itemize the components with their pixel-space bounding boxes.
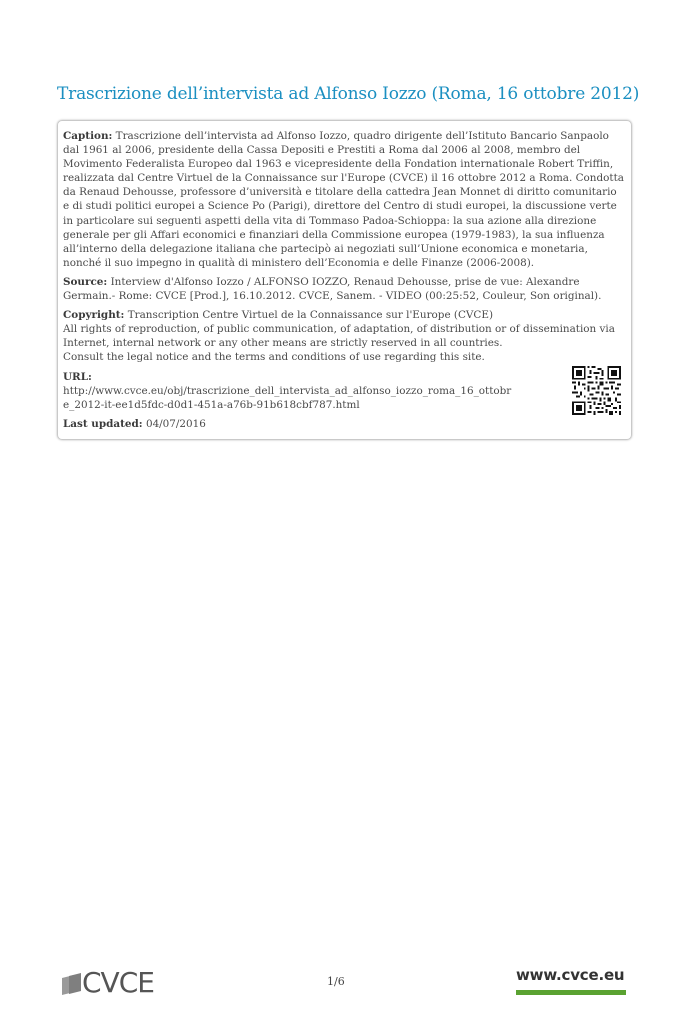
logo-text: CVCE <box>82 966 154 996</box>
caption-text: Trascrizione dell’intervista ad Alfonso Iozzo, quadro dirigente dell’Istituto Bancario Sanpaolo dal 1961 al 2006, presidente della Cassa Depositi e Prestiti a Roma dal 2006 al 2008, membro del Movimento Federalista Europeo dal 1963 e vicepresidente della Fondation internationale Robert Triffin, realizzata dal Centre Virtuel de la Connaissance sur l'Europe (CVCE) il 16 ottobre 2012 a Roma. Condotta da Renaud Dehousse, professore d’università e titolare della cattedra Jean Monnet di diritto comunitario e di studi politici europei a Science Po (Parigi), direttore del Centro di studi europei, la discussione verte in particolare sui seguenti aspetti della vita di Tommaso Padoa-Schioppa: la sua azione alla direzione generale per gli Affari economici e finanziari della Commissione europea (1979-1983), la sua influenza all’interno della delegazione italiana che partecipò ai negoziati sull’Unione economica e monetaria, nonché il suo impegno in qualità di ministero dell’Economia e delle Finanze (2006-2008). <box>63 130 624 269</box>
metadata-box <box>57 120 632 440</box>
cvce-logo <box>60 966 180 996</box>
page-title: Trascrizione dell’intervista ad Alfonso Iozzo (Roma, 16 ottobre 2012) <box>57 84 640 104</box>
qr-code-icon <box>572 366 621 415</box>
copyright-line-2: All rights of reproduction, of public communication, of adaptation, of distribution or of dissemination via Internet, internal network or any other means are strictly reserved in all countries. <box>63 323 615 350</box>
copyright-line-3: Consult the legal notice and the terms and conditions of use regarding this site. <box>63 351 485 364</box>
last-updated-field <box>63 417 625 431</box>
url-label: URL: <box>63 370 92 383</box>
url-link[interactable]: http://www.cvce.eu/obj/trascrizione_dell_intervista_ad_alfonso_iozzo_roma_16_ottobre_2012-it-ee1d5fdc-d0d1-451a-a76b-91b618cbf787.html <box>63 384 512 411</box>
page-number: 1/6 <box>327 975 345 988</box>
copyright-label: Copyright: <box>63 309 125 322</box>
source-field <box>63 275 625 303</box>
copyright-line-1: Transcription Centre Virtuel de la Connaissance sur l'Europe (CVCE) <box>127 309 493 322</box>
source-text: Interview d'Alfonso Iozzo / ALFONSO IOZZO, Renaud Dehousse, prise de vue: Alexandre Germain.- Rome: CVCE [Prod.], 16.10.2012. CVCE, Sanem. - VIDEO (00:25:52, Couleur, Son original). <box>63 275 602 303</box>
copyright-field <box>63 308 625 364</box>
last-updated-label: Last updated: <box>63 417 143 430</box>
site-accent-bar <box>516 990 626 995</box>
source-label: Source: <box>63 275 108 288</box>
site-link[interactable]: www.cvce.eu <box>516 966 625 984</box>
url-field <box>63 370 625 412</box>
last-updated-text: 04/07/2016 <box>145 417 206 430</box>
caption-label: Caption: <box>63 130 113 142</box>
caption-field <box>63 129 625 270</box>
